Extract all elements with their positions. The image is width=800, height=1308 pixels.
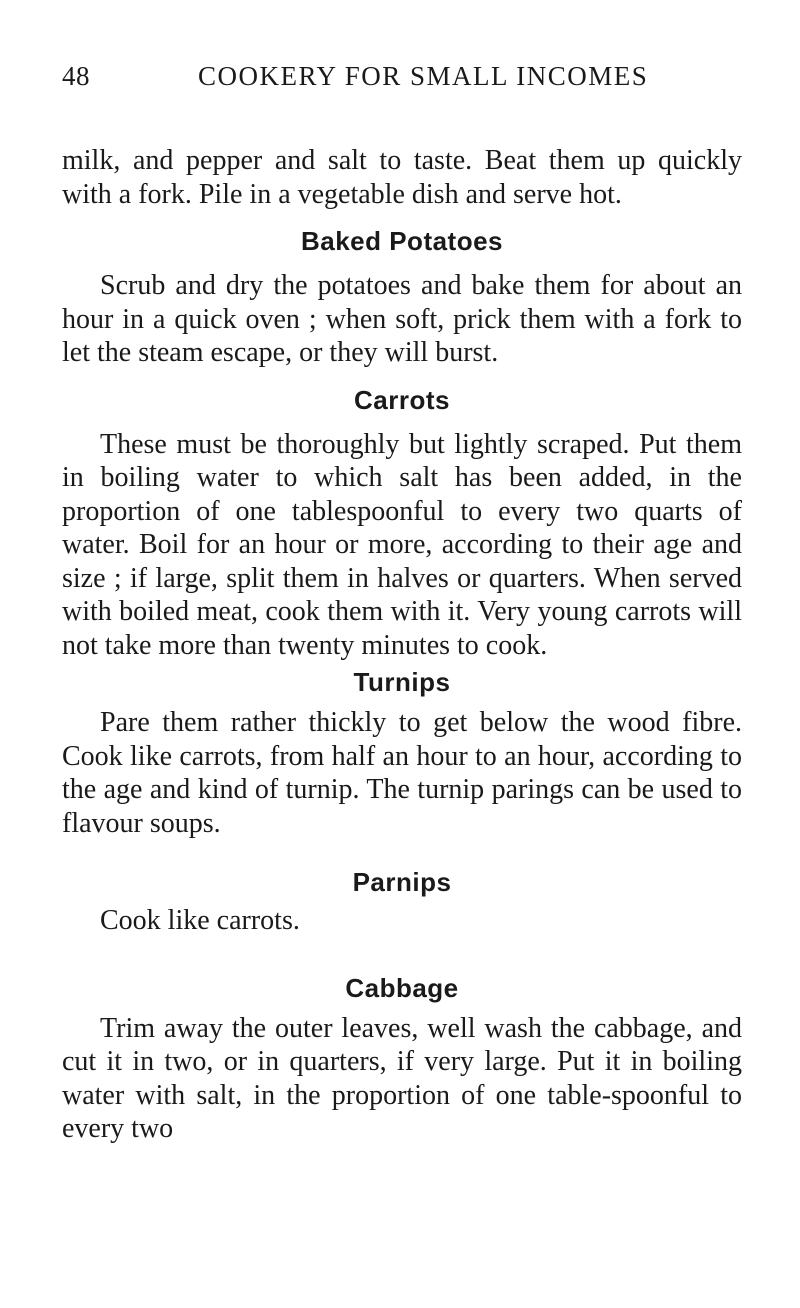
heading-parnips: Parnips <box>352 867 452 897</box>
body-text <box>62 144 742 1146</box>
running-head <box>62 58 742 94</box>
heading-carrots: Carrots <box>354 384 450 415</box>
paragraph-cabbage: Trim away the outer leaves, well wash the cabbage, and cut it in two, or in quarters, if very large. Put it in boiling water with salt, in the proportion of one table-spoonful to every two <box>62 1012 742 1144</box>
heading-cabbage: Cabbage <box>345 972 459 1003</box>
paragraph-baked-potatoes: Scrub and dry the potatoes and bake them for about an hour in a quick oven ; when soft, prick them with a fork to let the steam escape, or they will burst. <box>62 270 742 368</box>
paragraph-parnips: Cook like carrots. <box>100 905 300 936</box>
heading-turnips: Turnips <box>353 667 451 697</box>
page-number: 48 <box>62 61 90 91</box>
paragraph-turnips: Pare them rather thickly to get below the wood fibre. Cook like carrots, from half an hour to an hour, according to the age and kind of turnip. The turnip parings can be used to flavour soups. <box>62 707 742 839</box>
book-title: COOKERY FOR SMALL INCOMES <box>198 61 649 91</box>
continuation-paragraph: milk, and pepper and salt to taste. Beat them up quickly with a fork. Pile in a vegetable dish and serve hot. <box>62 145 742 210</box>
paragraph-carrots: These must be thoroughly but lightly scraped. Put them in boiling water to which salt has been added, in the proportion of one tablespoonful to every two quarts of water. Boil for an hour or more, according to their age and size ; if large, split them in halves or quarters. When served with boiled meat, cook them with it. Very young carrots will not take more than twenty minutes to cook. <box>62 428 742 661</box>
book-page <box>62 58 742 1146</box>
heading-baked-potatoes: Baked Potatoes <box>300 226 504 256</box>
